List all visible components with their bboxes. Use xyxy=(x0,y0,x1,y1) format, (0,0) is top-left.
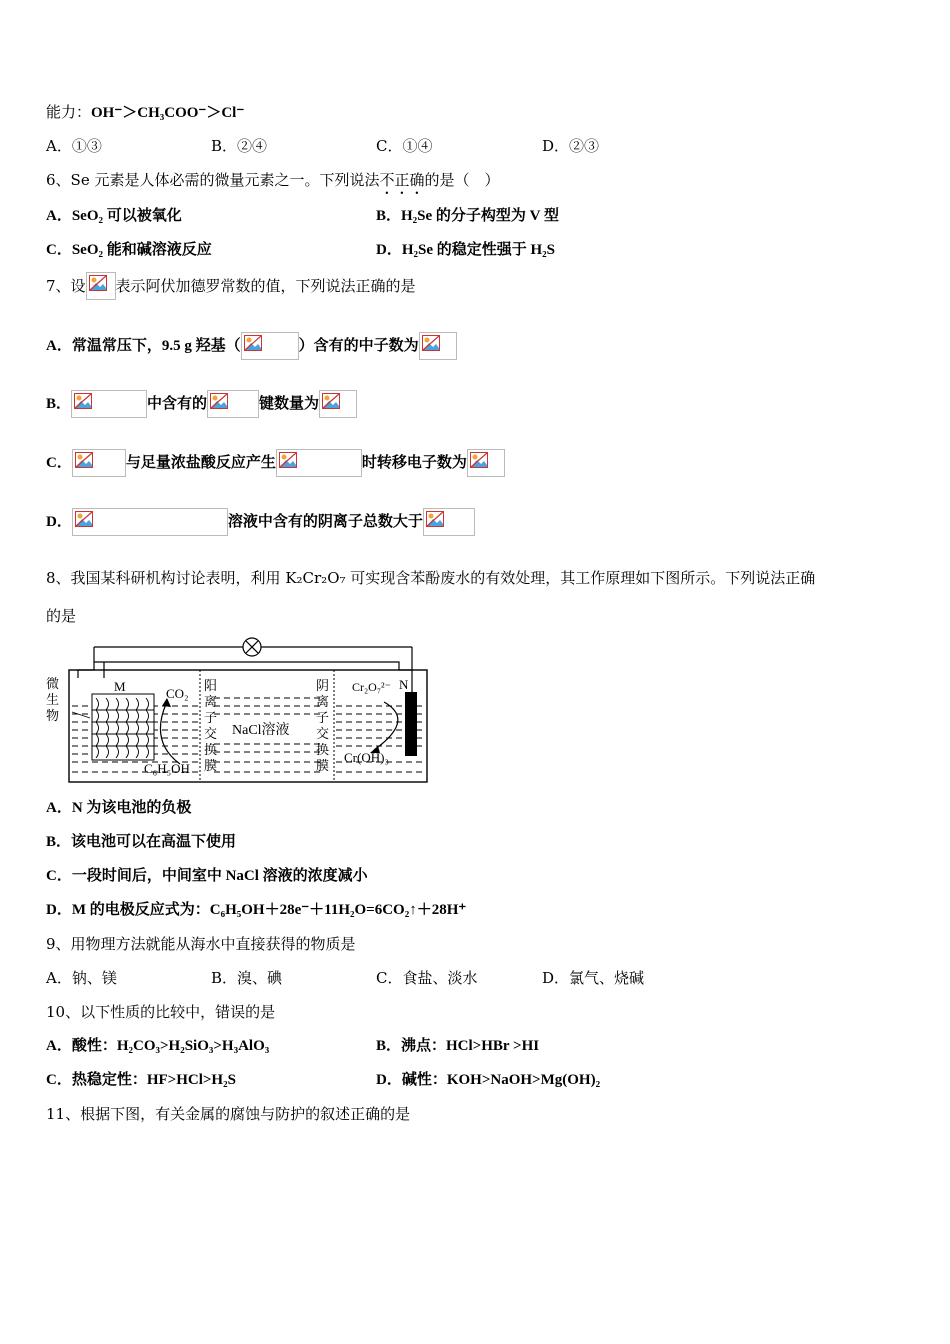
label-phenol: C₆H₅OH xyxy=(144,761,190,776)
q7-stem-start: 7、设 xyxy=(46,277,86,295)
svg-text:交: 交 xyxy=(316,726,330,741)
q5-option-c: C．①④ xyxy=(376,137,433,155)
q7-option-a-text-2: ）含有的中子数为 xyxy=(298,338,419,354)
formula-image-icon xyxy=(241,332,299,360)
q7-option-c-text-2: 时转移电子数为 xyxy=(361,455,467,471)
formula-image-icon xyxy=(423,508,475,536)
q10-option-a: A．酸性：H₂CO₃>H₂SiO₃>H₃AlO₃ xyxy=(46,1038,270,1054)
svg-text:换: 换 xyxy=(204,742,218,757)
svg-text:子: 子 xyxy=(316,710,330,725)
q7-option-c-text: 与足量浓盐酸反应产生 xyxy=(125,455,276,471)
formula-image-icon xyxy=(467,449,505,477)
svg-text:离: 离 xyxy=(204,694,218,709)
svg-text:离: 离 xyxy=(316,694,330,709)
q9-option-d: D．氯气、烧碱 xyxy=(542,969,645,987)
q5-option-d: D．②③ xyxy=(542,137,600,155)
q7-option-b xyxy=(46,390,357,418)
q5-formula: OH⁻＞CH₃COO⁻＞Cl⁻ xyxy=(91,105,245,121)
formula-image-icon xyxy=(319,390,357,418)
formula-image-icon xyxy=(71,390,147,418)
electrode-m xyxy=(72,694,154,760)
arrow-cr-reduction xyxy=(374,702,398,750)
label-microbe-1: 微 xyxy=(46,676,60,691)
label-n: N xyxy=(399,677,409,692)
q6-stem-end: 的是（ ） xyxy=(424,171,500,189)
q9-option-a: A．钠、镁 xyxy=(46,969,117,987)
q10-option-b: B．沸点：HCl>HBr >HI xyxy=(376,1038,540,1054)
q6-stem-text: 6、Se 元素是人体必需的微量元素之一。下列说法 xyxy=(46,171,380,189)
q11-stem: 11、根据下图，有关金属的腐蚀与防护的叙述正确的是 xyxy=(46,1105,411,1123)
q7-option-a xyxy=(46,332,457,360)
label-co2: CO₂ xyxy=(166,686,189,701)
q6-option-a: A．SeO₂ 可以被氧化 xyxy=(46,208,182,224)
formula-image-icon xyxy=(276,449,362,477)
label-croh3: Cr(OH)₃ xyxy=(344,750,389,765)
q6-stem-emphasis: 不正确 xyxy=(379,171,425,189)
svg-text:阳: 阳 xyxy=(204,678,218,693)
arrow-phenol-to-co2 xyxy=(160,704,180,764)
q10-stem: 10、以下性质的比较中，错误的是 xyxy=(46,1003,276,1021)
svg-text:膜: 膜 xyxy=(204,758,218,773)
svg-text:阴: 阴 xyxy=(316,678,330,693)
q5-option-a: A．①③ xyxy=(46,137,102,155)
svg-text:膜: 膜 xyxy=(316,758,330,773)
svg-text:子: 子 xyxy=(204,710,218,725)
q8-option-a: A．N 为该电池的负极 xyxy=(46,800,192,816)
fuel-cell-diagram xyxy=(44,632,434,788)
label-microbe-2: 生 xyxy=(46,692,60,707)
q7-option-a-text: A．常温常压下，9.5 g 羟基（ xyxy=(46,338,241,354)
q7-option-c-label: C． xyxy=(46,455,72,471)
q8-stem-line1: 8、我国某科研机构讨论表明，利用 K₂Cr₂O₇ 可实现含苯酚废水的有效处理，其工作原理如下图所示。下列说法正确 xyxy=(46,569,816,587)
q7-stem xyxy=(46,272,416,300)
q9-option-c: C．食盐、淡水 xyxy=(376,969,478,987)
label-cation-membrane xyxy=(204,678,217,773)
q7-option-d xyxy=(46,508,475,536)
label-nacl: NaCl溶液 xyxy=(232,723,290,738)
q10-option-c: C．热稳定性：HF>HCl>H₂S xyxy=(46,1072,236,1088)
formula-image-icon xyxy=(72,508,228,536)
formula-image-icon xyxy=(207,390,259,418)
q6-option-d: D．H₂Se 的稳定性强于 H₂S xyxy=(376,242,556,258)
q7-option-b-text-2: 键数量为 xyxy=(259,396,320,412)
q7-option-c xyxy=(46,449,505,477)
q7-option-b-label: B． xyxy=(46,396,72,412)
q8-option-d: D．M 的电极反应式为：C₆H₅OH＋28e⁻＋11H₂O=6CO₂↑＋28H⁺ xyxy=(46,902,467,918)
electrode-n xyxy=(405,692,417,756)
label-cr2o7: Cr₂O₇²⁻ xyxy=(352,680,391,694)
q8-stem-line2: 的是 xyxy=(46,607,77,625)
q7-stem-end: 表示阿伏加德罗常数的值，下列说法正确的是 xyxy=(115,277,416,295)
svg-text:换: 换 xyxy=(316,742,330,757)
q7-option-d-label: D． xyxy=(46,514,72,530)
svg-text:交: 交 xyxy=(204,726,218,741)
formula-image-icon xyxy=(419,332,457,360)
label-m: M xyxy=(114,679,126,694)
q7-option-d-text: 溶液中含有的阴离子总数大于 xyxy=(227,514,423,530)
label-microbe-3: 物 xyxy=(46,708,60,723)
q9-stem: 9、用物理方法就能从海水中直接获得的物质是 xyxy=(46,935,356,953)
q10-option-d: D．碱性：KOH>NaOH>Mg(OH)₂ xyxy=(376,1072,601,1088)
formula-image-icon xyxy=(86,272,116,300)
q8-option-b: B．该电池可以在高温下使用 xyxy=(46,834,237,850)
q8-option-c: C．一段时间后，中间室中 NaCl 溶液的浓度减小 xyxy=(46,868,368,884)
q7-option-b-text: 中含有的 xyxy=(147,396,208,412)
formula-image-icon xyxy=(72,449,126,477)
q5-line xyxy=(46,102,244,123)
q5-option-b: B．②④ xyxy=(211,137,268,155)
q6-stem xyxy=(46,170,500,198)
q6-option-c: C．SeO₂ 能和碱溶液反应 xyxy=(46,242,212,258)
q5-prefix: 能力： xyxy=(46,103,92,121)
label-anion-membrane xyxy=(316,678,329,773)
q6-option-b: B．H₂Se 的分子构型为 V 型 xyxy=(376,208,559,224)
q9-option-b: B．溴、碘 xyxy=(211,969,283,987)
